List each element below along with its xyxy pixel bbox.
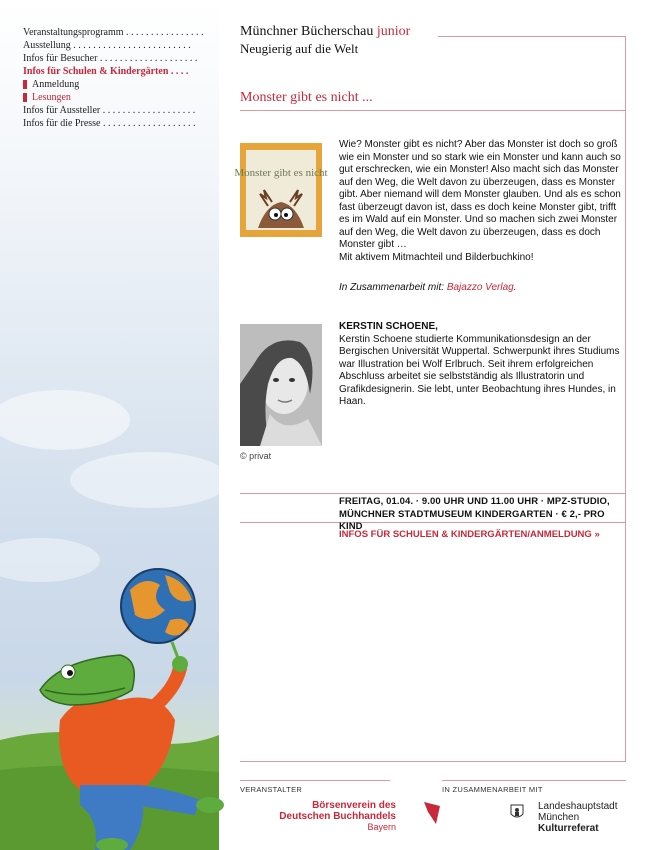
author-portrait (240, 324, 322, 446)
organizer-label: VERANSTALTER (240, 785, 303, 794)
nav-item-ausstellung[interactable]: Ausstellung . . . . . . . . . . . . . . . . . . . . . . . . (23, 40, 191, 51)
author-bio-text: Kerstin Schoene studierte Kommunikationsdesign an der Bergischen Universität Wuppertal. Schwerpunkt ihres Studiums war Illustration bei Wolf Erlbruch. Seit ihrem erfolgreichen Abschluss arbeitet sie selbstständig als Illustratorin und Grafikdesignerin. Sie lebt, unter Beobachtung ihres Hundes, in Haan. (339, 333, 620, 407)
activity-text: Mit aktivem Mitmachteil und Bilderbuchkino! (339, 251, 534, 263)
book-cover-image (234, 143, 328, 237)
marker-bar (23, 93, 27, 102)
boersenverein-logo[interactable] (260, 800, 420, 833)
title-rule (240, 110, 626, 111)
sidebar (0, 0, 219, 850)
event-date-line: FREITAG, 01.04. · 9.00 UHR UND 11.00 UHR · MPZ-STUDIO, (339, 496, 610, 507)
event-details (339, 496, 629, 534)
publisher-link[interactable]: Bajazzo Verlag (446, 282, 514, 293)
footer-label-rule-right (442, 780, 626, 781)
header-rule (438, 36, 626, 37)
collab-end: . (513, 282, 517, 293)
nav-item-infos-presse[interactable]: Infos für die Presse . . . . . . . . . . . . . . . . . . . (23, 118, 196, 129)
nav-subitem-lesungen[interactable] (23, 91, 223, 104)
organizer-line1: Börsenverein des (312, 800, 396, 811)
monster-icon (234, 150, 328, 230)
page-title: Monster gibt es nicht ... (240, 90, 373, 105)
collaboration-note (339, 282, 516, 293)
author-bio (339, 321, 624, 409)
main-navigation (23, 26, 223, 130)
nav-subitem-label: Anmeldung (32, 79, 80, 90)
organizer-line2: Deutschen Buchhandels (279, 811, 396, 822)
main-content (234, 0, 626, 850)
footer-label-rule-left (240, 780, 390, 781)
boersenverein-mark-icon (422, 800, 442, 826)
description-text: Wie? Monster gibt es nicht? Aber das Monster ist doch so groß wie ein Monster und so stark wie ein Monster und kann auch so gut erschrecken, wie ein Monster! Also macht sich das Monster auf den Weg, die Welt davon zu überzeugen, dass es Monster gibt. Aber niemand will dem Monster glauben. Und als es schon fast überzeugt davon ist, dass es doch keine Monster gibt, trifft es im Wald auf ein Monster. Und so machen sich zwei Monster auf den Weg, die Welt davon zu überzeugen, dass es doch Monster gibt … (339, 139, 621, 250)
nav-item-infos-besucher[interactable]: Infos für Besucher . . . . . . . . . . . . . . . . . . . . (23, 53, 198, 64)
nav-subitem-anmeldung[interactable] (23, 78, 223, 91)
schools-registration-link[interactable]: INFOS FÜR SCHULEN & KINDERGÄRTEN/ANMELDUNG » (339, 529, 600, 540)
book-description (339, 139, 626, 264)
portrait-photo (240, 324, 322, 446)
partner-line2: München (538, 812, 580, 823)
event-location-line: MÜNCHNER STADTMUSEUM KINDERGARTEN · € 2,- PRO KIND (339, 508, 605, 532)
nav-item-infos-aussteller[interactable]: Infos für Aussteller . . . . . . . . . . . . . . . . . . . (23, 105, 196, 116)
photo-credit: © privat (240, 451, 272, 461)
brand-name: Münchner Bücherschau (240, 24, 374, 39)
footer-rule (240, 761, 626, 762)
book-cover-title: Monster gibt es nicht (234, 167, 328, 179)
marker-bar (23, 80, 27, 89)
collab-label: In Zusammenarbeit mit: (339, 282, 447, 293)
event-rule-top (240, 493, 626, 494)
nav-item-infos-schulen[interactable]: Infos für Schulen & Kindergärten . . . . (23, 66, 189, 77)
organizer-line3: Bayern (367, 822, 396, 832)
brand-accent: junior (376, 24, 411, 39)
partner-line3: Kulturreferat (538, 823, 599, 834)
nav-subitem-label: Lesungen (32, 92, 71, 103)
nav-item-veranstaltungsprogramm[interactable]: Veranstaltungsprogramm . . . . . . . . . . . . . . . . (23, 27, 204, 38)
author-name: KERSTIN SCHOENE, (339, 321, 438, 332)
partner-label: IN ZUSAMMENARBEIT MIT (442, 785, 543, 794)
brand-title (240, 24, 410, 40)
kulturreferat-logo[interactable] (516, 801, 658, 834)
tagline: Neugierig auf die Welt (240, 41, 359, 56)
partner-line1: Landeshauptstadt (538, 801, 618, 812)
